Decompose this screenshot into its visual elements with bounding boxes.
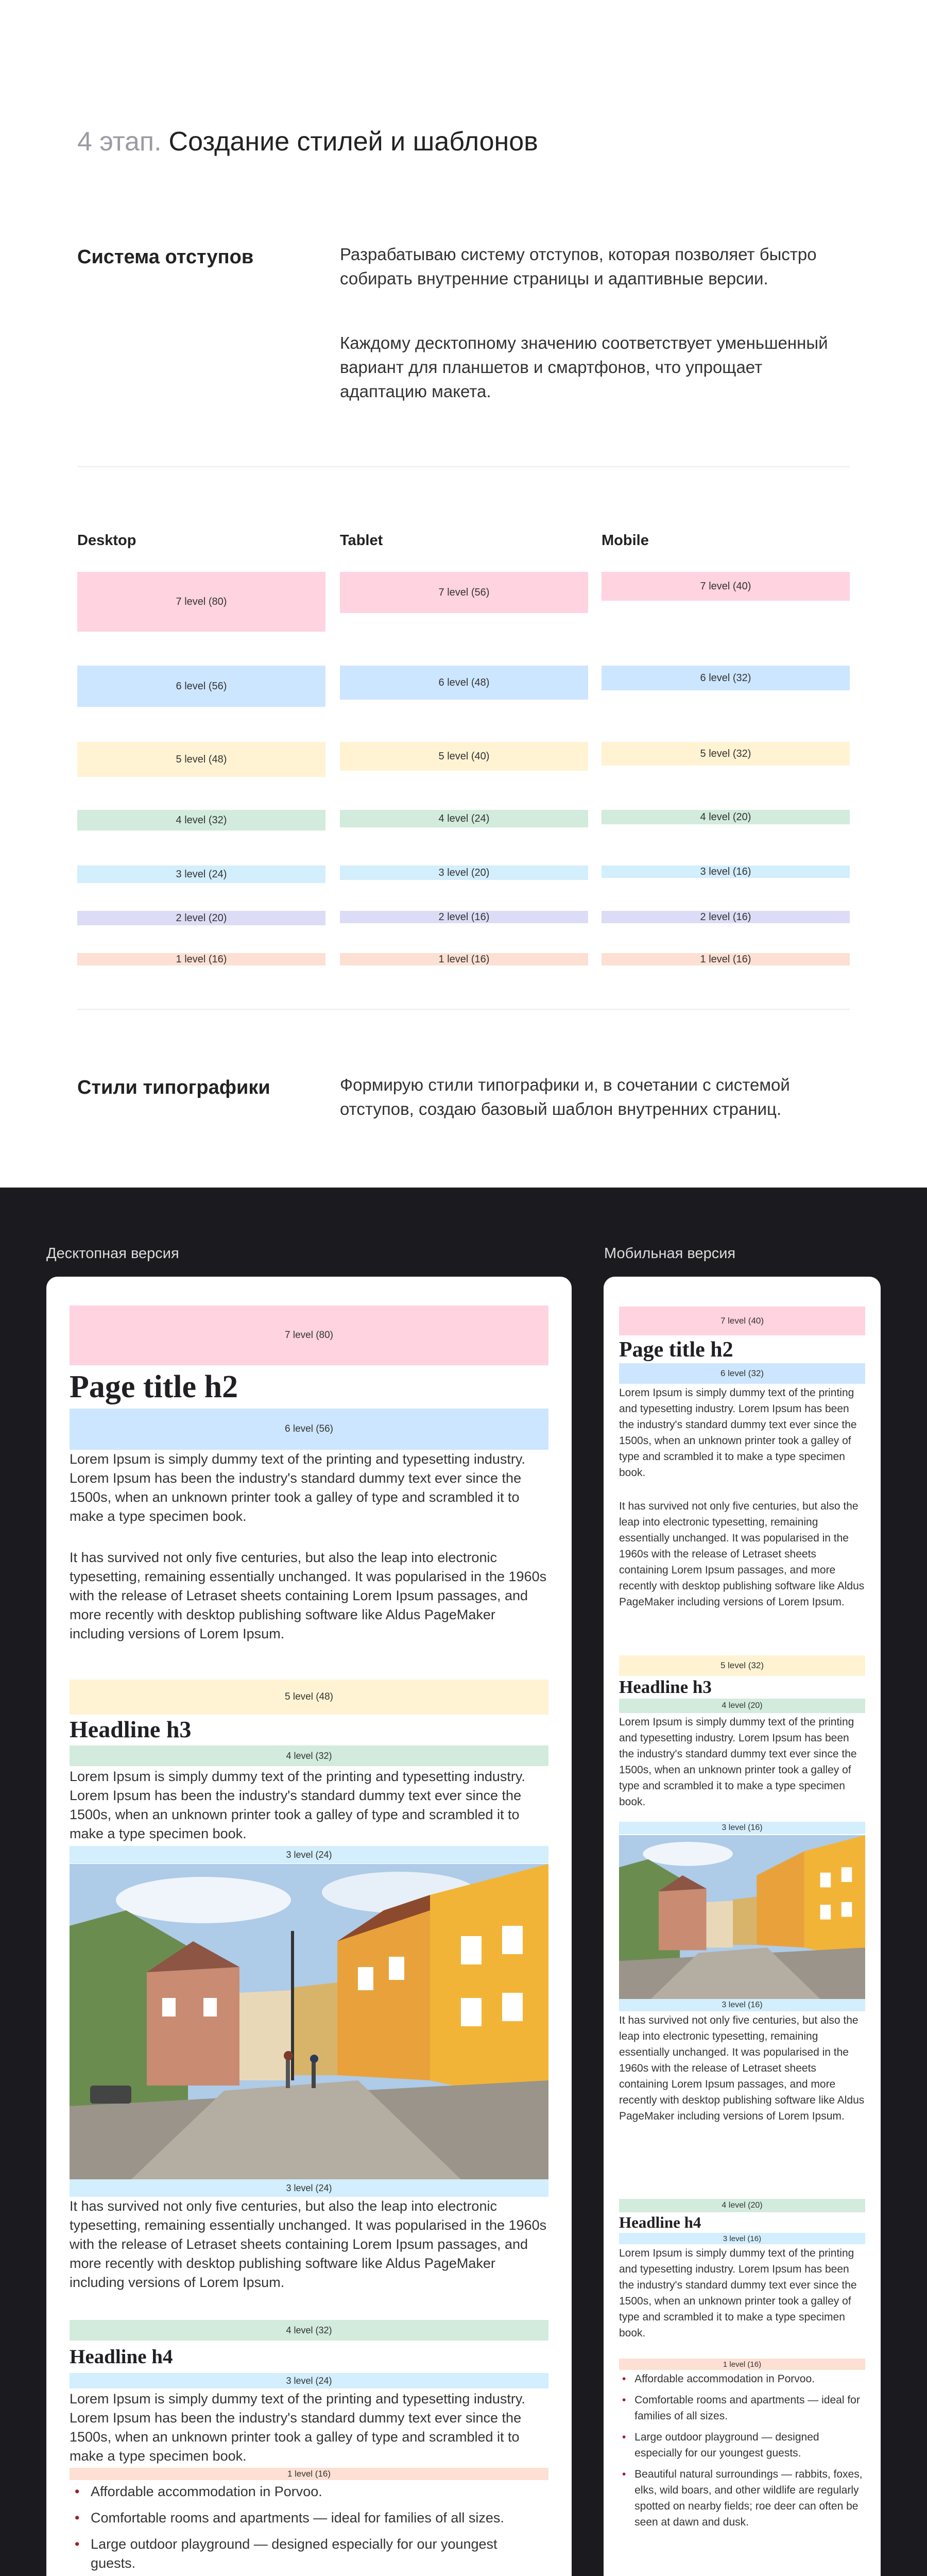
- headline-h3: Headline h3: [619, 1677, 712, 1697]
- divider: [77, 466, 850, 467]
- bullet-list: [622, 2371, 865, 2530]
- paragraph: It has survived not only five centuries, but also the leap into electronic typesetting, remaining essentially unchanged. It was popularised in the 1960s with the release of Letraset sheets containing Lorem Ipsum passages, and more recently with desktop publishing software like Aldus PageMaker including versions of Lorem Ipsum.: [619, 2014, 865, 2122]
- list-item: • Affordable accommodation in Porvoo.: [622, 2371, 865, 2387]
- paragraph: It has survived not only five centuries, but also the leap into electronic typesetting, remaining essentially unchanged. It was popularised in the 1960s with the release of Letraset sheets containing Lorem Ipsum passages, and more recently with desktop publishing software like Aldus PageMaker including versions of Lorem Ipsum.: [70, 2198, 547, 2290]
- paragraph: Lorem Ipsum is simply dummy text of the printing and typesetting industry. Lorem Ipsum has been the industry's standard dummy text ever since the 1500s, when an unknown printer took a galley of type and scrambled it to make a type specimen book.: [70, 1769, 525, 1841]
- spacer-3: 3 level (16): [619, 1822, 865, 1834]
- street-photo: [619, 1835, 865, 1999]
- page-title: Page title h2: [70, 1369, 238, 1404]
- spacing-bar-desktop-4: 4 level (32): [77, 810, 325, 831]
- col-mobile: Mobile: [602, 532, 649, 549]
- spacing-bar-tablet-4: 4 level (24): [340, 810, 588, 827]
- spacing-bar-tablet-5: 5 level (40): [340, 742, 588, 771]
- spacer-4: 4 level (20): [619, 1699, 865, 1713]
- spacing-bar-tablet-1: 1 level (16): [340, 953, 588, 965]
- spacing-bar-desktop-1: 1 level (16): [77, 953, 325, 965]
- list-item: • Affordable accommodation in Porvoo.: [75, 2482, 546, 2501]
- spacing-bar-mobile-4: 4 level (20): [602, 810, 850, 824]
- spacer-7: 7 level (40): [619, 1307, 865, 1335]
- list-item: • Large outdoor playground — designed especially for our youngest guests.: [75, 2535, 546, 2573]
- spacer-4: 4 level (20): [619, 2199, 865, 2212]
- spacing-bar-mobile-1: 1 level (16): [602, 953, 850, 965]
- paragraph: It has survived not only five centuries, but also the leap into electronic typesetting, remaining essentially unchanged. It was popularised in the 1960s with the release of Letraset sheets containing Lorem Ipsum passages, and more recently with desktop publishing software like Aldus PageMaker including versions of Lorem Ipsum.: [70, 1550, 547, 1641]
- spacing-text-2: Каждому десктопному значению соответствует уменьшенный вариант для планшетов и смартфонов, что упрощает адаптацию макета.: [340, 333, 828, 401]
- spacing-bar-mobile-6: 6 level (32): [602, 666, 850, 690]
- spacing-bar-tablet-3: 3 level (20): [340, 866, 588, 880]
- spacer-3: 3 level (24): [70, 1846, 548, 1863]
- headline-h4: Headline h4: [619, 2213, 701, 2231]
- spacer-5: 5 level (48): [70, 1680, 548, 1715]
- spacer-3: 3 level (24): [70, 2179, 548, 2197]
- bullet-list: [75, 2482, 546, 2576]
- spacer-3: 3 level (24): [70, 2373, 548, 2388]
- desktop-template: [46, 1277, 572, 2576]
- spacing-bar-mobile-7: 7 level (40): [602, 572, 850, 601]
- list-item: • Comfortable rooms and apartments — ideal for families of all sizes.: [622, 2392, 865, 2424]
- street-photo: [70, 1864, 548, 2179]
- spacing-bar-tablet-2: 2 level (16): [340, 911, 588, 923]
- paragraph: Lorem Ipsum is simply dummy text of the printing and typesetting industry. Lorem Ipsum has been the industry's standard dummy text ever since the 1500s, when an unknown printer took a galley of type and scrambled it to make a type specimen book.: [619, 1716, 857, 1808]
- mobile-version-label: Мобильная версия: [604, 1245, 736, 1262]
- paragraph: Lorem Ipsum is simply dummy text of the printing and typesetting industry. Lorem Ipsum has been the industry's standard dummy text ever since the 1500s, when an unknown printer took a galley of type and scrambled it to make a type specimen book.: [619, 1387, 857, 1479]
- spacer-6: 6 level (56): [70, 1409, 548, 1450]
- spacing-bar-desktop-6: 6 level (56): [77, 666, 325, 707]
- paragraph: Lorem Ipsum is simply dummy text of the printing and typesetting industry. Lorem Ipsum has been the industry's standard dummy text ever since the 1500s, when an unknown printer took a galley of type and scrambled it to make a type specimen book.: [70, 2391, 525, 2464]
- stage-number: 4 этап.: [77, 127, 162, 157]
- list-item: • Beautiful natural surroundings — rabbits, foxes, elks, wild boars, and other wildlife are regularly spotted on nearby fields; roe deer can often be seen at dawn and dusk.: [622, 2466, 865, 2530]
- spacing-bar-desktop-2: 2 level (20): [77, 911, 325, 925]
- paragraph: Lorem Ipsum is simply dummy text of the printing and typesetting industry. Lorem Ipsum has been the industry's standard dummy text ever since the 1500s, when an unknown printer took a galley of type and scrambled it to make a type specimen book.: [70, 1451, 525, 1524]
- typo-title: Стили типографики: [77, 1077, 270, 1098]
- spacer-1: 1 level (16): [70, 2468, 548, 2480]
- typo-text: Формирую стили типографики и, в сочетании с системой отступов, создаю базовый шаблон внутренних страниц.: [340, 1075, 790, 1118]
- spacer-6: 6 level (32): [619, 1363, 865, 1384]
- desktop-version-label: Десктопная версия: [46, 1245, 179, 1262]
- mobile-template: [604, 1277, 881, 2576]
- paragraph: Lorem Ipsum is simply dummy text of the printing and typesetting industry. Lorem Ipsum has been the industry's standard dummy text ever since the 1500s, when an unknown printer took a galley of type and scrambled it to make a type specimen book.: [619, 2247, 857, 2339]
- divider: [77, 1009, 850, 1010]
- paragraph: It has survived not only five centuries, but also the leap into electronic typesetting, remaining essentially unchanged. It was popularised in the 1960s with the release of Letraset sheets containing Lorem Ipsum passages, and more recently with desktop publishing software like Aldus PageMaker including versions of Lorem Ipsum.: [619, 1500, 865, 1608]
- headline-h4: Headline h4: [70, 2346, 173, 2368]
- list-item: • Large outdoor playground — designed especially for our youngest guests.: [622, 2429, 865, 2461]
- spacer-1: 1 level (16): [619, 2359, 865, 2370]
- page-title: Page title h2: [619, 1338, 733, 1362]
- spacer-5: 5 level (32): [619, 1655, 865, 1676]
- spacer-3: 3 level (16): [619, 1999, 865, 2011]
- stage-heading: [77, 126, 538, 157]
- headline-h3: Headline h3: [70, 1716, 192, 1742]
- spacer-4: 4 level (32): [70, 2320, 548, 2341]
- spacing-bar-mobile-5: 5 level (32): [602, 742, 850, 766]
- spacer-4: 4 level (32): [70, 1745, 548, 1766]
- spacing-bar-desktop-5: 5 level (48): [77, 742, 325, 777]
- spacing-bar-mobile-3: 3 level (16): [602, 866, 850, 878]
- list-item: • Comfortable rooms and apartments — ideal for families of all sizes.: [75, 2509, 546, 2528]
- col-desktop: Desktop: [77, 532, 136, 549]
- spacing-bar-mobile-2: 2 level (16): [602, 911, 850, 923]
- spacing-title: Система отступов: [77, 246, 254, 268]
- spacer-7: 7 level (80): [70, 1306, 548, 1365]
- spacing-text-1: Разрабатываю систему отступов, которая позволяет быстро собирать внутренние страницы и адаптивные версии.: [340, 245, 817, 288]
- col-tablet: Tablet: [340, 532, 383, 549]
- spacing-bar-desktop-7: 7 level (80): [77, 572, 325, 632]
- spacing-bar-desktop-3: 3 level (24): [77, 866, 325, 883]
- stage-title: Создание стилей и шаблонов: [168, 127, 538, 157]
- spacing-bar-tablet-6: 6 level (48): [340, 666, 588, 700]
- spacer-3: 3 level (16): [619, 2233, 865, 2244]
- spacing-bar-tablet-7: 7 level (56): [340, 572, 588, 613]
